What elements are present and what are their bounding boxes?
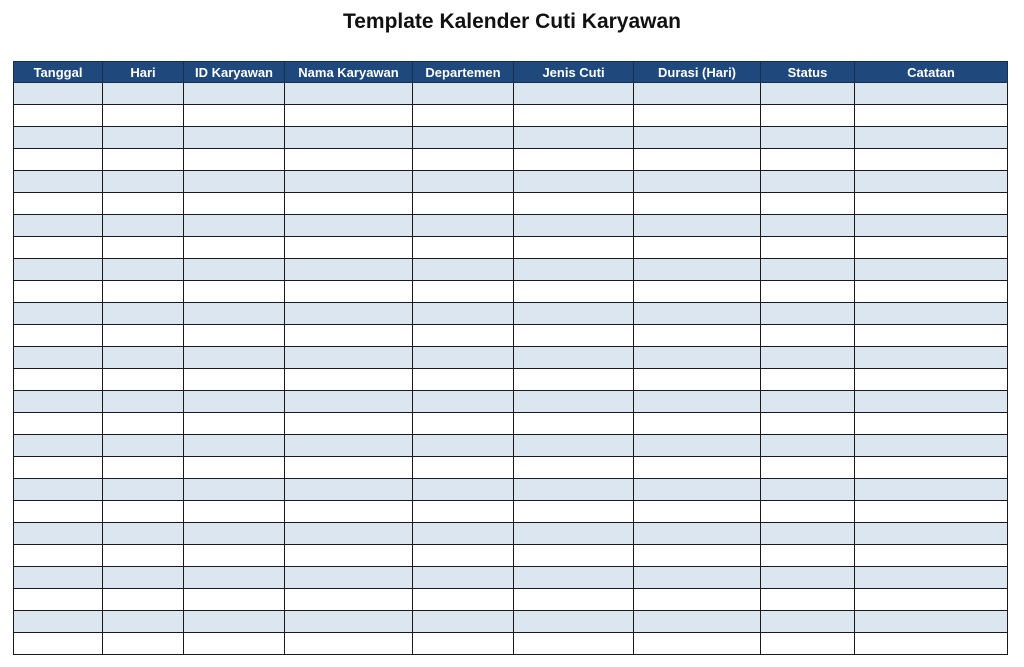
cell-tanggal[interactable] xyxy=(14,633,103,655)
cell-tanggal[interactable] xyxy=(14,171,103,193)
cell-jenis-cuti[interactable] xyxy=(514,369,634,391)
table-row xyxy=(14,325,1008,347)
cell-nama-karyawan[interactable] xyxy=(285,193,413,215)
cell-nama-karyawan[interactable] xyxy=(285,105,413,127)
table-row xyxy=(14,391,1008,413)
cell-nama-karyawan[interactable] xyxy=(285,567,413,589)
cell-nama-karyawan[interactable] xyxy=(285,369,413,391)
cell-tanggal[interactable] xyxy=(14,149,103,171)
cell-hari[interactable] xyxy=(103,369,184,391)
cell-tanggal[interactable] xyxy=(14,193,103,215)
cell-jenis-cuti[interactable] xyxy=(514,303,634,325)
cell-nama-karyawan[interactable] xyxy=(285,545,413,567)
cell-status[interactable] xyxy=(761,347,855,369)
cell-hari[interactable] xyxy=(103,611,184,633)
cell-durasi[interactable] xyxy=(634,567,761,589)
cell-status[interactable] xyxy=(761,479,855,501)
cell-status[interactable] xyxy=(761,369,855,391)
cell-tanggal[interactable] xyxy=(14,545,103,567)
cell-catatan[interactable] xyxy=(855,501,1008,523)
cell-nama-karyawan[interactable] xyxy=(285,215,413,237)
cell-departemen[interactable] xyxy=(413,105,514,127)
column-header-status: Status xyxy=(761,62,855,83)
cell-nama-karyawan[interactable] xyxy=(285,391,413,413)
table-row xyxy=(14,237,1008,259)
cell-jenis-cuti[interactable] xyxy=(514,633,634,655)
cell-jenis-cuti[interactable] xyxy=(514,83,634,105)
cell-tanggal[interactable] xyxy=(14,325,103,347)
cell-catatan[interactable] xyxy=(855,215,1008,237)
cell-status[interactable] xyxy=(761,413,855,435)
cell-id-karyawan[interactable] xyxy=(184,567,285,589)
table-row xyxy=(14,347,1008,369)
cell-departemen[interactable] xyxy=(413,457,514,479)
column-header-jenis-cuti: Jenis Cuti xyxy=(514,62,634,83)
cell-hari[interactable] xyxy=(103,193,184,215)
cell-status[interactable] xyxy=(761,171,855,193)
cell-tanggal[interactable] xyxy=(14,303,103,325)
table-row xyxy=(14,303,1008,325)
table-row xyxy=(14,149,1008,171)
column-header-departemen: Departemen xyxy=(413,62,514,83)
cell-id-karyawan[interactable] xyxy=(184,127,285,149)
cell-durasi[interactable] xyxy=(634,501,761,523)
cell-status[interactable] xyxy=(761,501,855,523)
table-row xyxy=(14,545,1008,567)
table-row xyxy=(14,259,1008,281)
cell-status[interactable] xyxy=(761,259,855,281)
cell-nama-karyawan[interactable] xyxy=(285,435,413,457)
cell-durasi[interactable] xyxy=(634,171,761,193)
cell-tanggal[interactable] xyxy=(14,237,103,259)
table-row xyxy=(14,589,1008,611)
cell-departemen[interactable] xyxy=(413,567,514,589)
cell-status[interactable] xyxy=(761,523,855,545)
cell-durasi[interactable] xyxy=(634,523,761,545)
cell-hari[interactable] xyxy=(103,259,184,281)
cell-catatan[interactable] xyxy=(855,435,1008,457)
cell-catatan[interactable] xyxy=(855,633,1008,655)
cell-status[interactable] xyxy=(761,105,855,127)
cell-catatan[interactable] xyxy=(855,545,1008,567)
cell-status[interactable] xyxy=(761,567,855,589)
cell-hari[interactable] xyxy=(103,435,184,457)
cell-durasi[interactable] xyxy=(634,479,761,501)
cell-catatan[interactable] xyxy=(855,325,1008,347)
cell-jenis-cuti[interactable] xyxy=(514,479,634,501)
cell-id-karyawan[interactable] xyxy=(184,369,285,391)
column-header-id-karyawan: ID Karyawan xyxy=(184,62,285,83)
cell-departemen[interactable] xyxy=(413,435,514,457)
cell-departemen[interactable] xyxy=(413,633,514,655)
cell-nama-karyawan[interactable] xyxy=(285,83,413,105)
column-header-durasi: Durasi (Hari) xyxy=(634,62,761,83)
cell-jenis-cuti[interactable] xyxy=(514,281,634,303)
cell-durasi[interactable] xyxy=(634,589,761,611)
cell-tanggal[interactable] xyxy=(14,413,103,435)
cell-nama-karyawan[interactable] xyxy=(285,457,413,479)
cell-tanggal[interactable] xyxy=(14,347,103,369)
cell-status[interactable] xyxy=(761,281,855,303)
cell-hari[interactable] xyxy=(103,105,184,127)
cell-departemen[interactable] xyxy=(413,479,514,501)
table-row xyxy=(14,369,1008,391)
cell-durasi[interactable] xyxy=(634,237,761,259)
cell-jenis-cuti[interactable] xyxy=(514,545,634,567)
table-row xyxy=(14,83,1008,105)
cell-departemen[interactable] xyxy=(413,347,514,369)
cell-durasi[interactable] xyxy=(634,435,761,457)
cell-jenis-cuti[interactable] xyxy=(514,193,634,215)
cell-hari[interactable] xyxy=(103,347,184,369)
cell-id-karyawan[interactable] xyxy=(184,237,285,259)
cell-tanggal[interactable] xyxy=(14,259,103,281)
cell-nama-karyawan[interactable] xyxy=(285,149,413,171)
table-row xyxy=(14,105,1008,127)
cell-durasi[interactable] xyxy=(634,193,761,215)
cell-status[interactable] xyxy=(761,589,855,611)
cell-departemen[interactable] xyxy=(413,501,514,523)
cell-departemen[interactable] xyxy=(413,611,514,633)
table-row xyxy=(14,501,1008,523)
cell-catatan[interactable] xyxy=(855,281,1008,303)
cell-tanggal[interactable] xyxy=(14,391,103,413)
cell-status[interactable] xyxy=(761,435,855,457)
table-row xyxy=(14,611,1008,633)
cell-nama-karyawan[interactable] xyxy=(285,325,413,347)
cell-durasi[interactable] xyxy=(634,281,761,303)
cell-status[interactable] xyxy=(761,237,855,259)
cell-jenis-cuti[interactable] xyxy=(514,347,634,369)
cell-tanggal[interactable] xyxy=(14,435,103,457)
cell-jenis-cuti[interactable] xyxy=(514,611,634,633)
cell-durasi[interactable] xyxy=(634,215,761,237)
cell-id-karyawan[interactable] xyxy=(184,479,285,501)
cell-jenis-cuti[interactable] xyxy=(514,237,634,259)
cell-durasi[interactable] xyxy=(634,369,761,391)
cell-catatan[interactable] xyxy=(855,391,1008,413)
cell-id-karyawan[interactable] xyxy=(184,325,285,347)
cell-jenis-cuti[interactable] xyxy=(514,523,634,545)
table-row xyxy=(14,567,1008,589)
cell-status[interactable] xyxy=(761,149,855,171)
cell-jenis-cuti[interactable] xyxy=(514,589,634,611)
cell-nama-karyawan[interactable] xyxy=(285,281,413,303)
cell-catatan[interactable] xyxy=(855,259,1008,281)
cell-hari[interactable] xyxy=(103,127,184,149)
header-row xyxy=(14,62,1008,83)
cell-status[interactable] xyxy=(761,127,855,149)
cell-id-karyawan[interactable] xyxy=(184,523,285,545)
cell-hari[interactable] xyxy=(103,567,184,589)
cell-nama-karyawan[interactable] xyxy=(285,479,413,501)
table-row xyxy=(14,127,1008,149)
cell-status[interactable] xyxy=(761,193,855,215)
cell-catatan[interactable] xyxy=(855,105,1008,127)
cell-durasi[interactable] xyxy=(634,149,761,171)
cell-tanggal[interactable] xyxy=(14,479,103,501)
cell-id-karyawan[interactable] xyxy=(184,501,285,523)
cell-hari[interactable] xyxy=(103,325,184,347)
cell-durasi[interactable] xyxy=(634,347,761,369)
document-title: Template Kalender Cuti Karyawan xyxy=(342,10,682,33)
cell-status[interactable] xyxy=(761,457,855,479)
cell-jenis-cuti[interactable] xyxy=(514,127,634,149)
cell-status[interactable] xyxy=(761,545,855,567)
cell-jenis-cuti[interactable] xyxy=(514,171,634,193)
cell-jenis-cuti[interactable] xyxy=(514,325,634,347)
cell-durasi[interactable] xyxy=(634,391,761,413)
cell-jenis-cuti[interactable] xyxy=(514,259,634,281)
cell-id-karyawan[interactable] xyxy=(184,413,285,435)
cell-durasi[interactable] xyxy=(634,127,761,149)
cell-departemen[interactable] xyxy=(413,215,514,237)
cell-hari[interactable] xyxy=(103,391,184,413)
cell-catatan[interactable] xyxy=(855,303,1008,325)
cell-hari[interactable] xyxy=(103,83,184,105)
cell-durasi[interactable] xyxy=(634,633,761,655)
cell-departemen[interactable] xyxy=(413,325,514,347)
cell-catatan[interactable] xyxy=(855,171,1008,193)
cell-id-karyawan[interactable] xyxy=(184,303,285,325)
cell-catatan[interactable] xyxy=(855,611,1008,633)
cell-id-karyawan[interactable] xyxy=(184,281,285,303)
cell-catatan[interactable] xyxy=(855,413,1008,435)
cell-hari[interactable] xyxy=(103,149,184,171)
cell-nama-karyawan[interactable] xyxy=(285,523,413,545)
cell-catatan[interactable] xyxy=(855,149,1008,171)
table-row xyxy=(14,633,1008,655)
cell-nama-karyawan[interactable] xyxy=(285,413,413,435)
cell-jenis-cuti[interactable] xyxy=(514,457,634,479)
cell-catatan[interactable] xyxy=(855,457,1008,479)
cell-tanggal[interactable] xyxy=(14,215,103,237)
cell-hari[interactable] xyxy=(103,281,184,303)
cell-hari[interactable] xyxy=(103,501,184,523)
table-row xyxy=(14,171,1008,193)
cell-catatan[interactable] xyxy=(855,83,1008,105)
cell-hari[interactable] xyxy=(103,589,184,611)
cell-id-karyawan[interactable] xyxy=(184,633,285,655)
cell-jenis-cuti[interactable] xyxy=(514,215,634,237)
cell-status[interactable] xyxy=(761,83,855,105)
cell-id-karyawan[interactable] xyxy=(184,435,285,457)
cell-departemen[interactable] xyxy=(413,303,514,325)
cell-catatan[interactable] xyxy=(855,523,1008,545)
cell-durasi[interactable] xyxy=(634,413,761,435)
table-row xyxy=(14,215,1008,237)
cell-nama-karyawan[interactable] xyxy=(285,259,413,281)
cell-departemen[interactable] xyxy=(413,369,514,391)
cell-id-karyawan[interactable] xyxy=(184,215,285,237)
cell-catatan[interactable] xyxy=(855,127,1008,149)
cell-tanggal[interactable] xyxy=(14,589,103,611)
cell-tanggal[interactable] xyxy=(14,523,103,545)
cell-hari[interactable] xyxy=(103,413,184,435)
cell-id-karyawan[interactable] xyxy=(184,611,285,633)
cell-id-karyawan[interactable] xyxy=(184,171,285,193)
cell-hari[interactable] xyxy=(103,633,184,655)
cell-id-karyawan[interactable] xyxy=(184,391,285,413)
cell-catatan[interactable] xyxy=(855,479,1008,501)
cell-jenis-cuti[interactable] xyxy=(514,435,634,457)
cell-nama-karyawan[interactable] xyxy=(285,237,413,259)
cell-status[interactable] xyxy=(761,325,855,347)
cell-durasi[interactable] xyxy=(634,83,761,105)
cell-nama-karyawan[interactable] xyxy=(285,303,413,325)
cell-status[interactable] xyxy=(761,215,855,237)
table-row xyxy=(14,281,1008,303)
cell-durasi[interactable] xyxy=(634,325,761,347)
cell-hari[interactable] xyxy=(103,545,184,567)
cell-status[interactable] xyxy=(761,633,855,655)
column-header-tanggal: Tanggal xyxy=(14,62,103,83)
cell-departemen[interactable] xyxy=(413,281,514,303)
table-row xyxy=(14,413,1008,435)
cell-id-karyawan[interactable] xyxy=(184,347,285,369)
cell-catatan[interactable] xyxy=(855,237,1008,259)
cell-departemen[interactable] xyxy=(413,171,514,193)
cell-nama-karyawan[interactable] xyxy=(285,501,413,523)
cell-nama-karyawan[interactable] xyxy=(285,633,413,655)
cell-id-karyawan[interactable] xyxy=(184,149,285,171)
cell-departemen[interactable] xyxy=(413,149,514,171)
cell-id-karyawan[interactable] xyxy=(184,589,285,611)
cell-departemen[interactable] xyxy=(413,193,514,215)
cell-departemen[interactable] xyxy=(413,413,514,435)
cell-tanggal[interactable] xyxy=(14,501,103,523)
cell-jenis-cuti[interactable] xyxy=(514,391,634,413)
cell-status[interactable] xyxy=(761,303,855,325)
cell-departemen[interactable] xyxy=(413,391,514,413)
column-header-hari: Hari xyxy=(103,62,184,83)
column-header-catatan: Catatan xyxy=(855,62,1008,83)
cell-departemen[interactable] xyxy=(413,127,514,149)
cell-nama-karyawan[interactable] xyxy=(285,611,413,633)
table-row xyxy=(14,457,1008,479)
cell-durasi[interactable] xyxy=(634,611,761,633)
cell-hari[interactable] xyxy=(103,171,184,193)
cell-durasi[interactable] xyxy=(634,457,761,479)
cell-departemen[interactable] xyxy=(413,83,514,105)
cell-durasi[interactable] xyxy=(634,303,761,325)
cell-tanggal[interactable] xyxy=(14,281,103,303)
cell-id-karyawan[interactable] xyxy=(184,83,285,105)
cell-catatan[interactable] xyxy=(855,193,1008,215)
table-body xyxy=(14,83,1008,655)
cell-nama-karyawan[interactable] xyxy=(285,347,413,369)
cell-id-karyawan[interactable] xyxy=(184,105,285,127)
cell-durasi[interactable] xyxy=(634,259,761,281)
cell-tanggal[interactable] xyxy=(14,105,103,127)
cell-id-karyawan[interactable] xyxy=(184,193,285,215)
cell-jenis-cuti[interactable] xyxy=(514,105,634,127)
cell-jenis-cuti[interactable] xyxy=(514,501,634,523)
cell-departemen[interactable] xyxy=(413,237,514,259)
cell-hari[interactable] xyxy=(103,215,184,237)
cell-catatan[interactable] xyxy=(855,369,1008,391)
cell-hari[interactable] xyxy=(103,237,184,259)
cell-hari[interactable] xyxy=(103,457,184,479)
column-header-nama-karyawan: Nama Karyawan xyxy=(285,62,413,83)
cell-hari[interactable] xyxy=(103,523,184,545)
cell-id-karyawan[interactable] xyxy=(184,545,285,567)
cell-jenis-cuti[interactable] xyxy=(514,567,634,589)
table-row xyxy=(14,523,1008,545)
cell-status[interactable] xyxy=(761,611,855,633)
cell-durasi[interactable] xyxy=(634,105,761,127)
cell-tanggal[interactable] xyxy=(14,457,103,479)
table-row xyxy=(14,435,1008,457)
cell-hari[interactable] xyxy=(103,303,184,325)
cell-departemen[interactable] xyxy=(413,545,514,567)
table-row xyxy=(14,193,1008,215)
cell-jenis-cuti[interactable] xyxy=(514,413,634,435)
cell-tanggal[interactable] xyxy=(14,127,103,149)
cell-catatan[interactable] xyxy=(855,589,1008,611)
cell-departemen[interactable] xyxy=(413,589,514,611)
cell-tanggal[interactable] xyxy=(14,83,103,105)
cell-nama-karyawan[interactable] xyxy=(285,171,413,193)
cell-hari[interactable] xyxy=(103,479,184,501)
cell-catatan[interactable] xyxy=(855,347,1008,369)
leave-calendar-table xyxy=(13,61,1008,655)
cell-jenis-cuti[interactable] xyxy=(514,149,634,171)
table-row xyxy=(14,479,1008,501)
cell-tanggal[interactable] xyxy=(14,369,103,391)
cell-tanggal[interactable] xyxy=(14,567,103,589)
cell-id-karyawan[interactable] xyxy=(184,457,285,479)
cell-departemen[interactable] xyxy=(413,523,514,545)
cell-nama-karyawan[interactable] xyxy=(285,127,413,149)
cell-catatan[interactable] xyxy=(855,567,1008,589)
cell-tanggal[interactable] xyxy=(14,611,103,633)
cell-status[interactable] xyxy=(761,391,855,413)
cell-id-karyawan[interactable] xyxy=(184,259,285,281)
cell-durasi[interactable] xyxy=(634,545,761,567)
cell-nama-karyawan[interactable] xyxy=(285,589,413,611)
cell-departemen[interactable] xyxy=(413,259,514,281)
